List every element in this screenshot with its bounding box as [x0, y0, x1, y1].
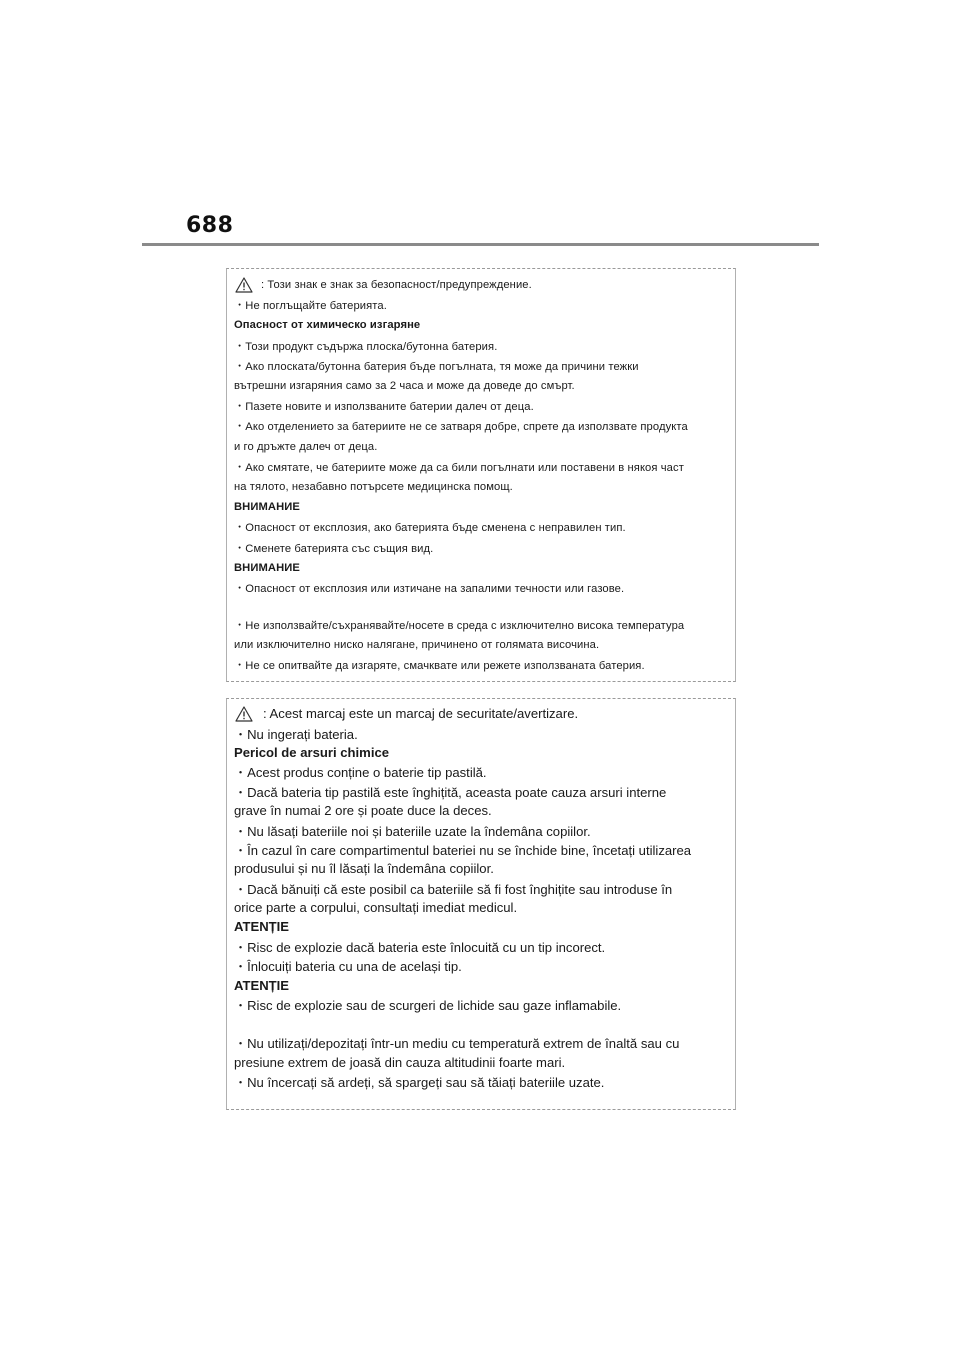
notice-line: ・Dacă bateria tip pastilă este înghițită, aceasta poate cauza arsuri interne: [234, 784, 667, 800]
notice-intro-text: : Acest marcaj este un marcaj de securitate/avertizare.: [263, 706, 579, 722]
notice-spacer: [234, 598, 735, 615]
notice-line: ・Не се опитвайте да изгаряте, смачквате или режете използваната батерия.: [234, 660, 645, 673]
warning-triangle-icon: [235, 706, 253, 722]
notice-heading: ATENȚIE: [234, 977, 290, 993]
notice-line: ・Не използвайте/съхранявайте/носете в среда с изключително висока температура: [234, 620, 685, 633]
notice-line: ・Nu ingerați bateria.: [234, 726, 358, 742]
notice-line: ・Ако смятате, че батериите може да са били погълнати или поставени в някоя част: [234, 461, 684, 474]
notice-line: ・Risc de explozie dacă bateria este înlocuită cu un tip incorect.: [234, 939, 606, 955]
notice-line: ・Не поглъщайте батерията.: [234, 300, 387, 313]
notice-line: ・În cazul în care compartimentul bateriei nu se închide bine, încetați utilizarea: [234, 842, 692, 858]
notice-line: ・Ако отделението за батериите не се затваря добре, спрете да използвате продукта: [234, 421, 688, 434]
notice-line: ・Този продукт съдържа плоска/бутонна батерия.: [234, 340, 498, 353]
notice-line: ・Ако плоската/бутонна батерия бъде погълната, тя може да причини тежки: [234, 360, 639, 373]
notice-line: ・Опасност от експлозия, ако батерията бъде сменена с неправилен тип.: [234, 522, 626, 535]
notice-line: ・Сменете батерията със същия вид.: [234, 542, 434, 555]
notice-line: orice parte a corpului, consultați imediat medicul.: [234, 900, 518, 916]
notice-heading: Опасност от химическо изгаряне: [234, 319, 421, 332]
notice-line: ・Nu utilizați/depozitați într-un mediu cu temperatură extrem de înaltă sau cu: [234, 1036, 680, 1052]
notice-line: presiune extrem de joasă din cauza altitudinii foarte mari.: [234, 1054, 566, 1070]
notice-intro-line: [234, 704, 735, 723]
notice-spacer: [234, 1014, 735, 1033]
notice-line: ・Опасност от експлозия или изтичане на запалими течности или газове.: [234, 582, 625, 595]
notice-intro-text: : Този знак е знак за безопасност/предупреждение.: [261, 279, 532, 292]
notice-line: ・Пазете новите и използваните батерии далеч от деца.: [234, 401, 534, 414]
notice-line: ・Înlocuiți bateria cu una de același tip.: [234, 959, 462, 975]
page-number: 688: [186, 213, 234, 238]
notice-line: ・Risc de explozie sau de scurgeri de lichide sau gaze inflamabile.: [234, 998, 622, 1014]
notice-line: grave în numai 2 ore și poate duce la deces.: [234, 803, 492, 819]
notice-line: ・Dacă bănuiți că este posibil ca bateriile să fi fost înghițite sau introduse în: [234, 881, 673, 897]
warning-triangle-icon: [235, 277, 253, 293]
notice-line: или изключително ниско налягане, причинено от голямата височина.: [234, 639, 600, 652]
notice-line: produsului și nu îl lăsați la îndemâna copiilor.: [234, 861, 494, 877]
header-rule: [142, 243, 819, 246]
notice-line: ・Nu încercați să ardeți, să spargeți sau să tăiați bateriile uzate.: [234, 1075, 605, 1091]
notice-heading: Pericol de arsuri chimice: [234, 744, 390, 760]
notice-heading: ВНИМАНИЕ: [234, 561, 300, 574]
notice-line: на тялото, незабавно потърсете медицинска помощ.: [234, 480, 513, 493]
notice-line: ・Acest produs conține o baterie tip pastilă.: [234, 765, 487, 781]
notice-box-romanian: [226, 698, 736, 1110]
notice-intro-line: [234, 275, 735, 295]
notice-line: ・Nu lăsați bateriile noi și bateriile uzate la îndemâna copiilor.: [234, 823, 591, 839]
notice-line: и го дръжте далеч от деца.: [234, 440, 378, 453]
notice-line: вътрешни изгаряния само за 2 часа и може да доведе до смърт.: [234, 380, 575, 393]
notice-heading: ATENȚIE: [234, 919, 290, 935]
notice-box-bulgarian: [226, 268, 736, 682]
notice-heading: ВНИМАНИЕ: [234, 501, 300, 514]
